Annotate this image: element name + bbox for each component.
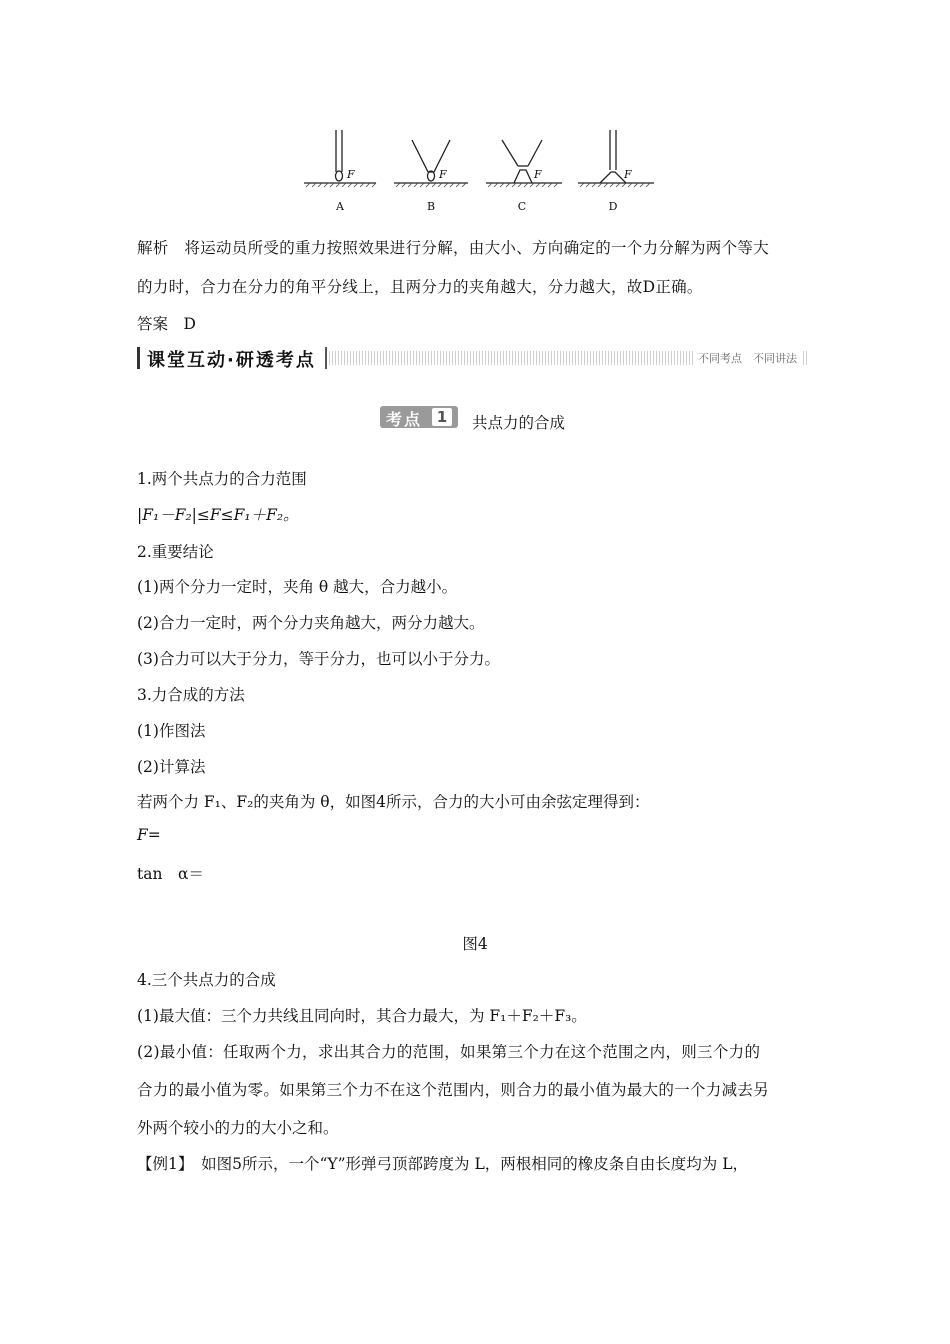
banner-subtitle: 不同考点 不同讲法 [694, 350, 801, 366]
section-2-item-1: (1)两个分力一定时，夹角 θ 越大，合力越小。 [137, 578, 458, 596]
figure-4-caption: 图4 [462, 935, 488, 953]
option-label-a: A [336, 200, 344, 213]
option-a-diagram [304, 130, 376, 183]
section-4-item-2-line-1: (2)最小值：任取两个力，求出其合力的范围，如果第三个力在这个范围之内，则三个力的 [137, 1043, 761, 1061]
section-2-item-2: (2)合力一定时，两个分力夹角越大，两分力越大。 [137, 614, 485, 632]
analysis-line-1: 解析 将运动员所受的重力按照效果进行分解，由大小、方向确定的一个力分解为两个等大 [137, 239, 770, 257]
kaodian-title: 共点力的合成 [472, 414, 566, 432]
banner-title: 课堂互动·研透考点 [147, 350, 316, 371]
section-4-item-2-line-3: 外两个较小的力的大小之和。 [137, 1119, 339, 1137]
option-c-diagram [486, 140, 562, 183]
banner-separator [325, 347, 327, 369]
section-2-heading: 2.重要结论 [137, 543, 214, 561]
kaodian-badge [380, 406, 458, 428]
force-label-b: F [439, 168, 447, 181]
option-label-c: C [517, 200, 527, 213]
force-label-c: F [534, 168, 542, 181]
example-1: 【例1】 如图5所示，一个“Y”形弹弓顶部跨度为 L，两根相同的橡皮条自由长度均为 L， [137, 1155, 748, 1173]
force-label-a: F [347, 168, 355, 181]
option-label-d: D [608, 200, 618, 213]
force-label-d: F [624, 168, 632, 181]
section-1-formula: |F₁－F₂|≤F≤F₁＋F₂。 [137, 506, 299, 524]
section-3-heading: 3.力合成的方法 [137, 686, 245, 704]
section-banner [137, 345, 807, 371]
section-4-heading: 4.三个共点力的合成 [137, 971, 276, 989]
kaodian-number: 1 [432, 408, 452, 426]
section-3-item-2: (2)计算法 [137, 758, 206, 776]
answer: 答案 D [137, 315, 196, 333]
formula-tan: tan α＝ [137, 865, 204, 883]
section-4-item-1: (1)最大值：三个力共线且同向时，其合力最大，为 F₁＋F₂＋F₃。 [137, 1007, 587, 1025]
figure-options-abcd [300, 126, 680, 216]
analysis-line-2: 的力时，合力在分力的角平分线上，且两分力的夹角越大，分力越大，故D正确。 [137, 278, 703, 296]
banner-left-bar [137, 347, 140, 369]
option-label-b: B [426, 200, 436, 213]
option-b-diagram [394, 140, 468, 183]
option-d-diagram [578, 130, 654, 183]
formula-f: F= [137, 826, 161, 844]
section-3-text: 若两个力 F₁、F₂的夹角为 θ，如图4所示，合力的大小可由余弦定理得到： [137, 793, 650, 811]
kaodian-label: 考点 [386, 410, 423, 429]
section-2-item-3: (3)合力可以大于分力，等于分力，也可以小于分力。 [137, 650, 500, 668]
section-3-item-1: (1)作图法 [137, 722, 206, 740]
section-1-heading: 1.两个共点力的合力范围 [137, 470, 307, 488]
section-4-item-2-line-2: 合力的最小值为零。如果第三个力不在这个范围内，则合力的最小值为最大的一个力减去另 [137, 1081, 770, 1099]
